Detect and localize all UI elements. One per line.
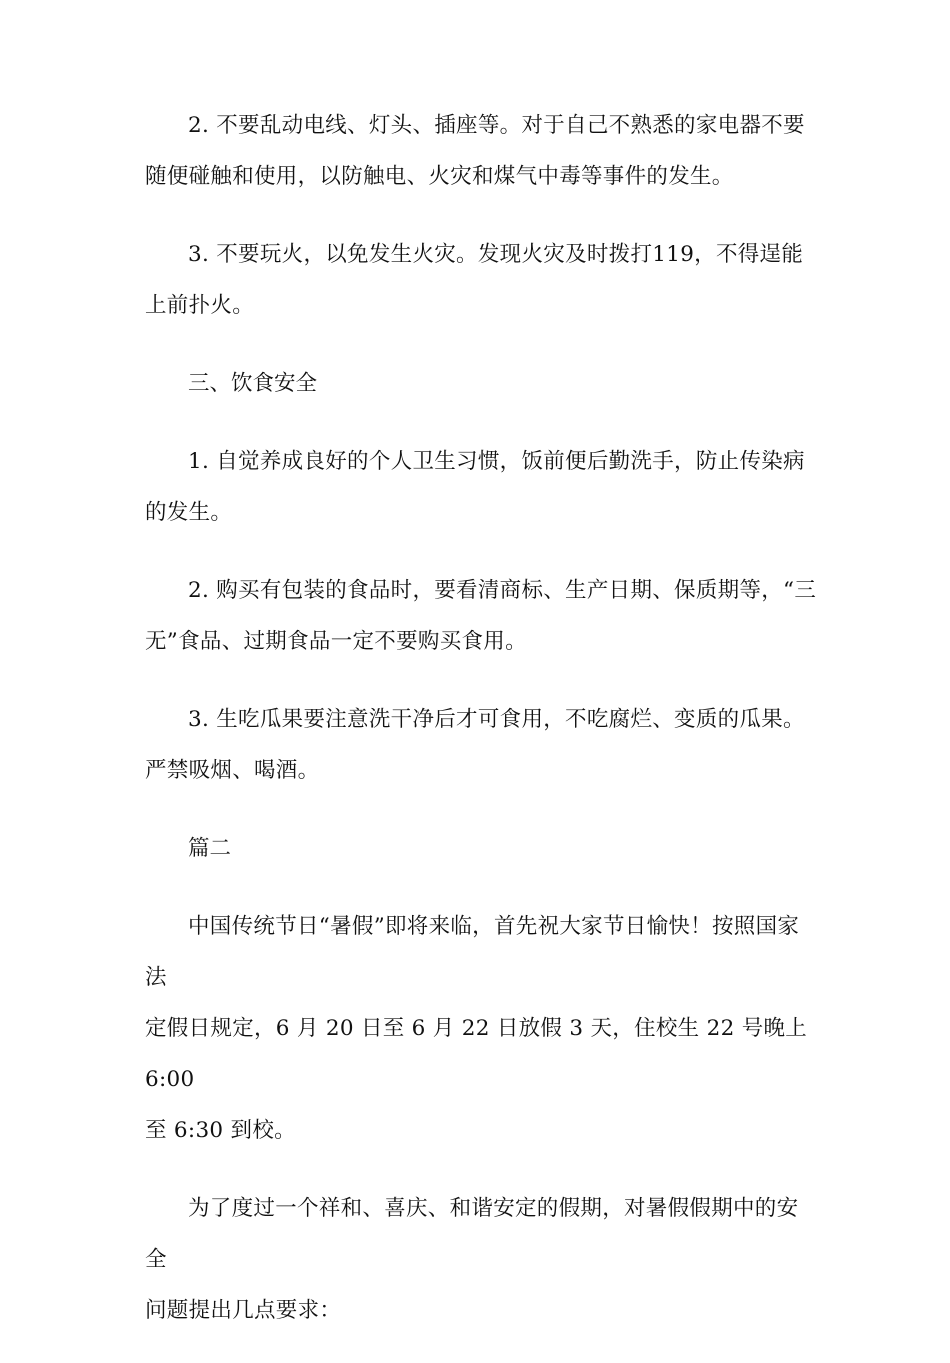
paragraph-electrical-safety	[145, 100, 820, 202]
paragraph-packaged-food	[145, 565, 820, 667]
text-line: 3. 生吃瓜果要注意洗干净后才可食用，不吃腐烂、变质的瓜果。	[188, 707, 805, 732]
text-line: 定假日规定，6 月 20 日至 6 月 22 日放假 3 天，住校生 22 号晚上 6:00	[145, 1016, 808, 1092]
text-line: 严禁吸烟、喝酒。	[145, 758, 320, 783]
text-line: 为了度过一个祥和、喜庆、和谐安定的假期，对暑假假期中的安全	[145, 1196, 799, 1272]
text-line: 问题提出几点要求：	[145, 1298, 342, 1323]
heading-text: 篇二	[188, 836, 232, 861]
text-line: 1. 自觉养成良好的个人卫生习惯，饭前便后勤洗手，防止传染病	[188, 449, 805, 474]
document-body	[145, 100, 820, 1363]
paragraph-holiday-notice	[145, 901, 820, 1156]
text-line: 的发生。	[145, 500, 233, 525]
section-heading-part-two	[145, 823, 820, 874]
section-heading-food-safety	[145, 358, 820, 409]
text-line: 中国传统节日“暑假”即将来临，首先祝大家节日愉快！按照国家法	[145, 914, 800, 990]
text-line: 3. 不要玩火，以免发生火灾。发现火灾及时拨打119，不得逞能	[188, 242, 804, 267]
text-line: 随便碰触和使用，以防触电、火灾和煤气中毒等事件的发生。	[145, 164, 734, 189]
heading-text: 三、饮食安全	[188, 371, 318, 396]
paragraph-fruit-safety	[145, 694, 820, 796]
paragraph-hygiene	[145, 436, 820, 538]
paragraph-safety-requirements	[145, 1183, 820, 1336]
text-line: 至 6:30 到校。	[145, 1118, 296, 1143]
paragraph-fire-safety	[145, 229, 820, 331]
text-line: 无”食品、过期食品一定不要购买食用。	[145, 629, 527, 654]
text-line: 2. 不要乱动电线、灯头、插座等。对于自己不熟悉的家电器不要	[188, 113, 805, 138]
text-line: 2. 购买有包装的食品时，要看清商标、生产日期、保质期等，“三	[188, 578, 817, 603]
text-line: 上前扑火。	[145, 293, 255, 318]
